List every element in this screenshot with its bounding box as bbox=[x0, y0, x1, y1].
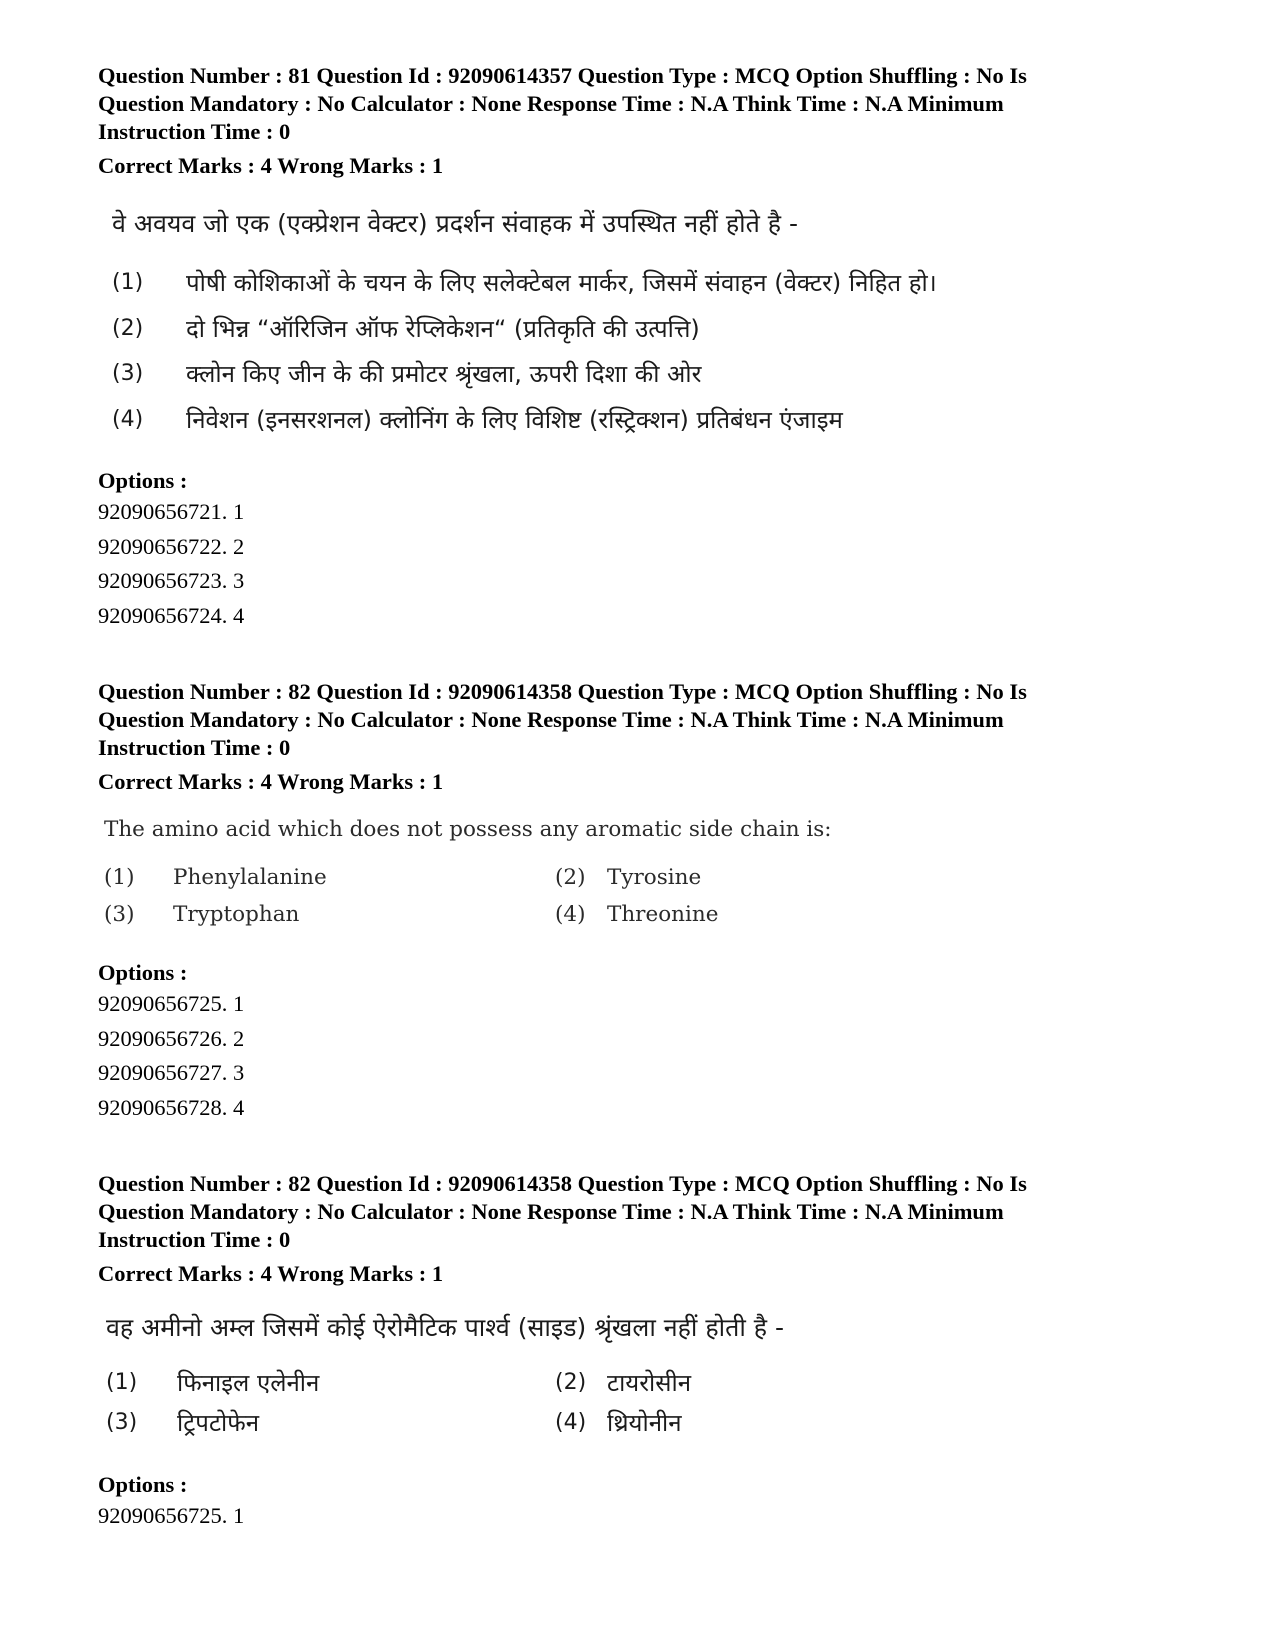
item-text: Threonine bbox=[607, 902, 719, 927]
question-82-header bbox=[98, 678, 1208, 796]
item-text: ट्रिपटोफेन bbox=[177, 1409, 260, 1437]
option-line: 92090656727. 3 bbox=[98, 1060, 245, 1085]
question-meta-line: Question Number : 82 Question Id : 92090614358 Question Type : MCQ Option Shuffling : No Is bbox=[98, 679, 1027, 704]
question-meta-line: Instruction Time : 0 bbox=[98, 1227, 291, 1252]
item-text: दो भिन्न “ऑरिजिन ऑफ रेप्लिकेशन“ (प्रतिकृति की उत्पत्ति) bbox=[186, 315, 700, 343]
options-heading: Options : bbox=[98, 960, 188, 985]
question-marks: Correct Marks : 4 Wrong Marks : 1 bbox=[98, 1261, 444, 1286]
question-82-hindi-header bbox=[98, 1170, 1208, 1288]
question-meta-line: Question Number : 81 Question Id : 92090614357 Question Type : MCQ Option Shuffling : No Is bbox=[98, 63, 1027, 88]
question-81-options bbox=[98, 467, 1208, 633]
option-line: 92090656725. 1 bbox=[98, 991, 245, 1016]
item-number: (2) bbox=[555, 865, 586, 890]
question-meta-line: Question Mandatory : No Calculator : None Response Time : N.A Think Time : N.A Minimum bbox=[98, 1199, 1004, 1224]
question-stem: वे अवयव जो एक (एक्प्रेशन वेक्टर) प्रदर्शन संवाहक में उपस्थित नहीं होते है - bbox=[112, 209, 799, 238]
question-meta-line: Question Mandatory : No Calculator : None Response Time : N.A Think Time : N.A Minimum bbox=[98, 707, 1004, 732]
item-text: Phenylalanine bbox=[173, 865, 327, 890]
item-number: (2) bbox=[112, 316, 144, 341]
item-number: (1) bbox=[106, 1370, 138, 1395]
item-text: Tryptophan bbox=[173, 902, 300, 927]
item-number: (4) bbox=[555, 1410, 587, 1435]
item-number: (1) bbox=[112, 270, 144, 295]
question-82-options bbox=[98, 959, 1208, 1125]
item-text: फिनाइल एलेनीन bbox=[177, 1369, 320, 1397]
question-meta-line: Question Number : 82 Question Id : 92090614358 Question Type : MCQ Option Shuffling : No Is bbox=[98, 1171, 1027, 1196]
item-number: (3) bbox=[112, 361, 144, 386]
question-marks: Correct Marks : 4 Wrong Marks : 1 bbox=[98, 769, 444, 794]
item-number: (2) bbox=[555, 1370, 587, 1395]
question-meta-line: Instruction Time : 0 bbox=[98, 119, 291, 144]
item-number: (1) bbox=[104, 865, 135, 890]
item-number: (3) bbox=[106, 1410, 138, 1435]
question-meta-line: Question Mandatory : No Calculator : None Response Time : N.A Think Time : N.A Minimum bbox=[98, 91, 1004, 116]
item-number: (4) bbox=[112, 407, 144, 432]
item-number: (4) bbox=[555, 902, 586, 927]
item-number: (3) bbox=[104, 902, 135, 927]
options-heading: Options : bbox=[98, 468, 188, 493]
option-line: 92090656722. 2 bbox=[98, 533, 245, 559]
item-text: थ्रियोनीन bbox=[607, 1409, 682, 1437]
item-text: पोषी कोशिकाओं के चयन के लिए सलेक्टेबल मार्कर, जिसमें संवाहन (वेक्टर) निहित हो। bbox=[186, 269, 937, 297]
question-meta-line: Instruction Time : 0 bbox=[98, 735, 291, 760]
item-text: Tyrosine bbox=[607, 865, 702, 890]
question-marks: Correct Marks : 4 Wrong Marks : 1 bbox=[98, 153, 444, 178]
question-81-header bbox=[98, 62, 1208, 180]
question-stem: वह अमीनो अम्ल जिसमें कोई ऐरोमैटिक पार्श्व (साइड) श्रृंखला नहीं होती है - bbox=[106, 1313, 784, 1342]
option-line: 92090656728. 4 bbox=[98, 1094, 245, 1120]
item-text: निवेशन (इनसरशनल) क्लोनिंग के लिए विशिष्ट (रस्ट्रिक्शन) प्रतिबंधन एंजाइम bbox=[186, 406, 843, 434]
option-line: 92090656725. 1 bbox=[98, 1503, 245, 1528]
option-line: 92090656724. 4 bbox=[98, 602, 245, 628]
option-line: 92090656721. 1 bbox=[98, 499, 245, 524]
item-text: क्लोन किए जीन के की प्रमोटर श्रृंखला, ऊपरी दिशा की ओर bbox=[186, 360, 702, 388]
option-line: 92090656723. 3 bbox=[98, 568, 245, 593]
item-text: टायरोसीन bbox=[607, 1369, 692, 1397]
options-heading: Options : bbox=[98, 1472, 188, 1497]
question-82-hindi-options bbox=[98, 1471, 1208, 1534]
option-line: 92090656726. 2 bbox=[98, 1025, 245, 1051]
question-stem: The amino acid which does not possess any aromatic side chain is: bbox=[104, 817, 832, 842]
